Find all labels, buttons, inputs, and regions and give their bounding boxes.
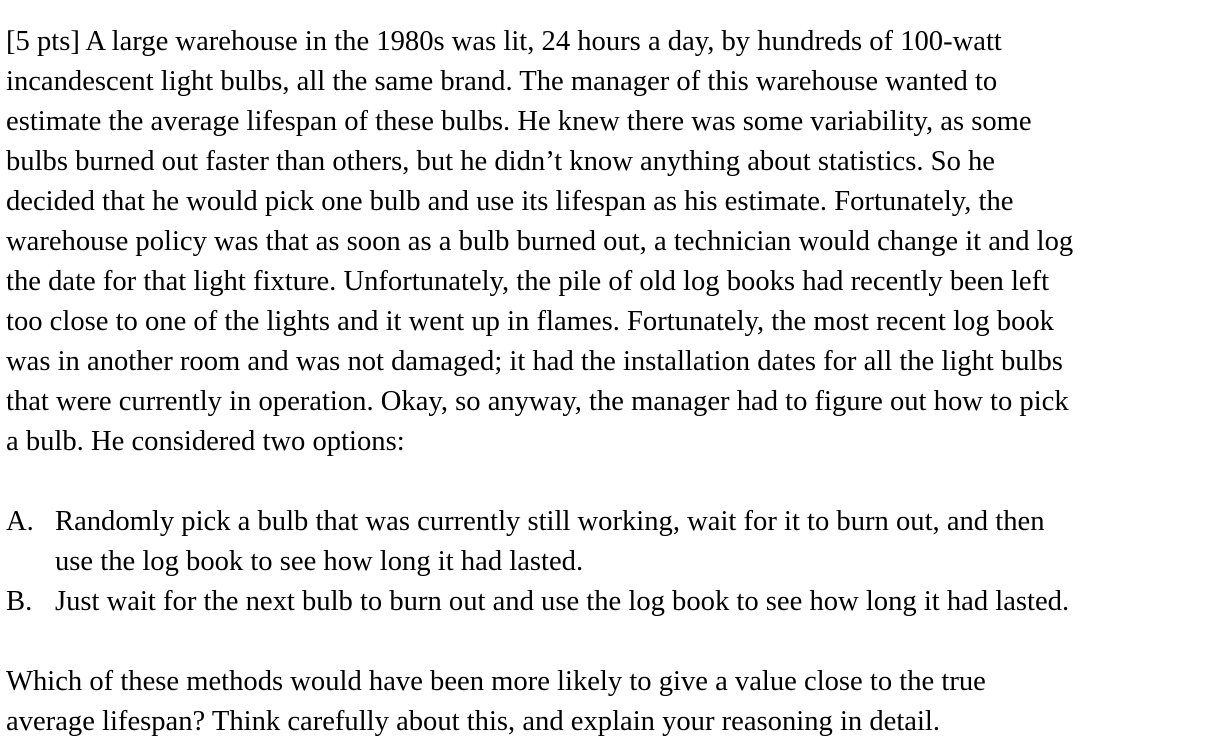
question-line: [5 pts] A large warehouse in the 1980s was lit, 24 hours a day, by hundreds of 100-watt — [6, 26, 1002, 57]
option-line: Randomly pick a bulb that was currently still working, wait for it to burn out, and then — [55, 506, 1045, 537]
prompt-line: Which of these methods would have been more likely to give a value close to the true — [6, 666, 986, 697]
prompt-line: average lifespan? Think carefully about this, and explain your reasoning in detail. — [6, 706, 941, 737]
paragraph-spacer — [6, 462, 1210, 502]
option-a — [6, 502, 1210, 582]
question-line: was in another room and was not damaged; it had the installation dates for all the light bulbs — [6, 346, 1063, 377]
option-marker: B. — [6, 586, 33, 617]
paragraph-spacer — [6, 622, 1210, 662]
question-line: that were currently in operation. Okay, so anyway, the manager had to figure out how to pick — [6, 386, 1069, 417]
question-line: incandescent light bulbs, all the same brand. The manager of this warehouse wanted to — [6, 66, 998, 97]
option-b — [6, 582, 1210, 622]
question-line: a bulb. He considered two options: — [6, 426, 405, 457]
option-line: use the log book to see how long it had lasted. — [55, 546, 584, 577]
question-line: bulbs burned out faster than others, but he didn’t know anything about statistics. So he — [6, 146, 995, 177]
option-text — [55, 502, 1210, 582]
question-line: warehouse policy was that as soon as a bulb burned out, a technician would change it and log — [6, 226, 1074, 257]
question-line: decided that he would pick one bulb and use its lifespan as his estimate. Fortunately, the — [6, 186, 1014, 217]
prompt-paragraph — [6, 662, 1210, 742]
option-text — [55, 582, 1210, 622]
option-line: Just wait for the next bulb to burn out and use the log book to see how long it had lasted. — [55, 586, 1070, 617]
options-list — [6, 502, 1210, 622]
question-paragraph — [6, 22, 1210, 462]
document-page — [6, 22, 1210, 742]
question-line: the date for that light fixture. Unfortunately, the pile of old log books had recently been left — [6, 266, 1050, 297]
question-line: estimate the average lifespan of these bulbs. He knew there was some variability, as some — [6, 106, 1032, 137]
question-line: too close to one of the lights and it went up in flames. Fortunately, the most recent log book — [6, 306, 1054, 337]
option-marker: A. — [6, 506, 34, 537]
